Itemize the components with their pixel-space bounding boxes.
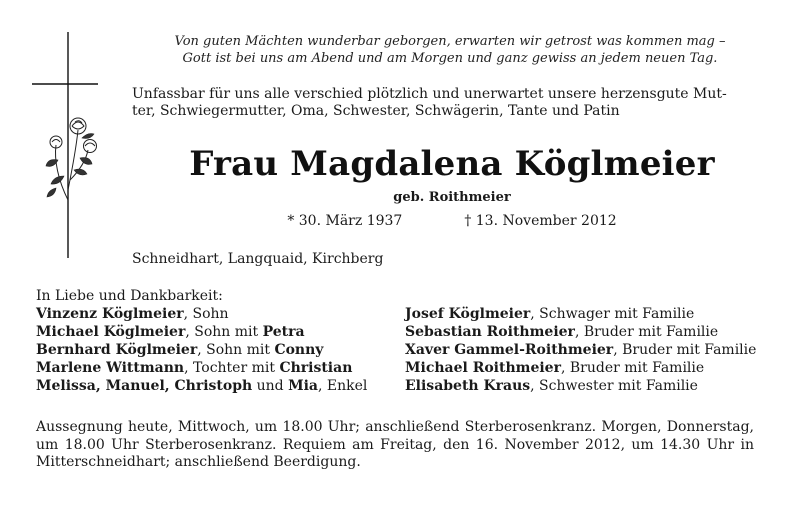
mourners-list-right <box>405 305 756 395</box>
birth-date: * 30. März 1937 <box>287 213 403 229</box>
life-dates <box>132 212 772 230</box>
deceased-name: Frau Magdalena Köglmeier <box>189 144 715 184</box>
places: Schneidhart, Langquaid, Kirchberg <box>132 251 384 267</box>
mourners-list-left <box>36 305 367 395</box>
mourner-item: Marlene Wittmann, Tochter mit Christian <box>36 360 353 376</box>
mourner-item: Michael Roithmeier, Bruder mit Familie <box>405 360 705 376</box>
mourner-item: Bernhard Köglmeier, Sohn mit Conny <box>36 342 324 358</box>
funeral-line-2: um 18.00 Uhr Sterberosenkranz. Requiem am Freitag, den 16. November 2012, um 14.30 Uhr in <box>36 436 754 453</box>
mourner-item: Sebastian Roithmeier, Bruder mit Familie <box>405 324 719 340</box>
funeral-line-1: Aussegnung heute, Mittwoch, um 18.00 Uhr; anschließend Sterberosenkranz. Morgen, Donnerstag, <box>36 419 754 435</box>
death-date: † 13. November 2012 <box>464 213 617 229</box>
mourner-item: Vinzenz Köglmeier, Sohn <box>36 306 229 322</box>
mourner-item: Michael Köglmeier, Sohn mit Petra <box>36 324 305 340</box>
motto-line-2: Gott ist bei uns am Abend und am Morgen und ganz gewiss an jedem neuen Tag. <box>182 51 718 66</box>
funeral-line-3: Mitterschneidhart; anschließend Beerdigung. <box>36 454 361 470</box>
mourner-item: Melissa, Manuel, Christoph und Mia, Enkel <box>36 378 368 394</box>
mourner-item: Josef Köglmeier, Schwager mit Familie <box>405 306 695 322</box>
cross-with-roses-icon <box>28 30 128 260</box>
mourner-item: Elisabeth Kraus, Schwester mit Familie <box>405 378 698 394</box>
mourner-item: Xaver Gammel-Roithmeier, Bruder mit Familie <box>405 342 757 358</box>
funeral-notice <box>36 419 754 472</box>
intro-line-2: ter, Schwiegermutter, Oma, Schwester, Schwägerin, Tante und Patin <box>132 103 620 119</box>
intro-text <box>132 86 752 120</box>
motto-line-1: Von guten Mächten wunderbar geborgen, erwarten wir getrost was kommen mag – <box>174 34 726 49</box>
motto-verse <box>140 33 760 67</box>
intro-line-1: Unfassbar für uns alle verschied plötzlich und unerwartet unsere herzensgute Mut- <box>132 86 727 102</box>
maiden-name: geb. Roithmeier <box>393 190 511 205</box>
thanks-heading: In Liebe und Dankbarkeit: <box>36 288 223 304</box>
